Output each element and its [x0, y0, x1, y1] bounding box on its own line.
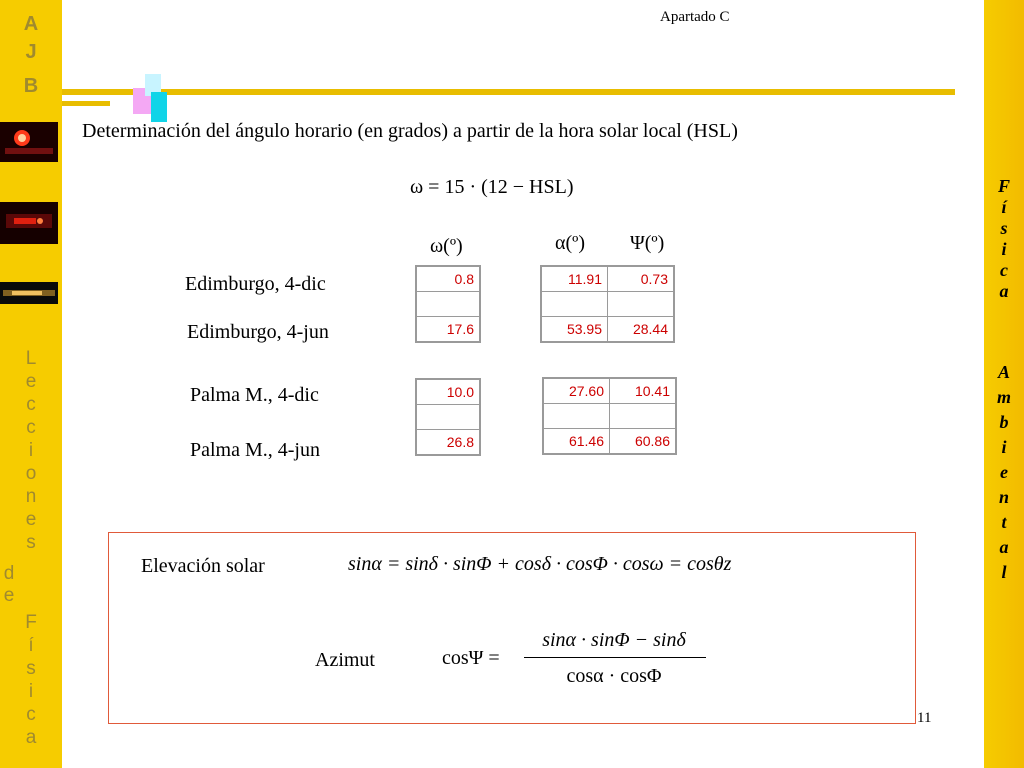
- vertical-letter: d: [3, 563, 15, 584]
- thumbnail-image: [0, 282, 58, 304]
- vertical-letter: b: [999, 412, 1009, 432]
- place-label: Palma M., 4-jun: [190, 439, 320, 461]
- vertical-letter: c: [26, 704, 36, 725]
- table-cell: 61.46: [543, 429, 610, 455]
- table-cell: 28.44: [608, 317, 675, 343]
- table-cell: 10.0: [416, 379, 480, 405]
- table-cell: [416, 292, 480, 317]
- table-cell: [610, 404, 677, 429]
- table-row: [416, 405, 480, 430]
- vertical-letter: í: [28, 635, 34, 656]
- omega-table: [415, 265, 481, 343]
- page-number: 11: [917, 710, 932, 726]
- brand-letter: J: [25, 41, 37, 63]
- section-header: Apartado C: [660, 9, 730, 25]
- thumbnail-image: [0, 122, 58, 162]
- vertical-letter: F: [997, 176, 1010, 196]
- table-row: [543, 404, 676, 429]
- vertical-letter: c: [26, 417, 36, 438]
- alpha-psi-table: [540, 265, 675, 343]
- vertical-letter: t: [1001, 512, 1007, 532]
- table-cell: [608, 292, 675, 317]
- right-sidebar: [984, 0, 1024, 768]
- vertical-letter: l: [1001, 562, 1007, 582]
- vertical-letter: s: [26, 532, 36, 553]
- azimuth-lhs: cosΨ =: [442, 647, 500, 669]
- vertical-letter: m: [996, 387, 1011, 407]
- vertical-letter: a: [999, 537, 1009, 557]
- brand-letter: B: [23, 75, 39, 97]
- vertical-letter: s: [26, 658, 36, 679]
- table-cell: 11.91: [541, 266, 608, 292]
- table-row: [543, 378, 676, 404]
- place-label: Edimburgo, 4-jun: [187, 321, 329, 343]
- vertical-letter: a: [999, 281, 1009, 301]
- table-row: [541, 266, 674, 292]
- brand-letter: A: [23, 13, 39, 35]
- place-label: Edimburgo, 4-dic: [185, 273, 326, 295]
- cyan-square: [151, 92, 167, 122]
- vertical-letter: F: [25, 612, 37, 633]
- place-label: Palma M., 4-dic: [190, 384, 319, 406]
- header-rule: [62, 89, 955, 95]
- table-row: [416, 430, 480, 456]
- vertical-letter: i: [1001, 437, 1007, 457]
- elevation-formula: sinα = sinδ · sinΦ + cosδ · cosΦ · cosω = cosθz: [348, 553, 732, 575]
- table-row: [541, 292, 674, 317]
- table-cell: 27.60: [543, 378, 610, 404]
- vertical-letter: A: [997, 362, 1010, 382]
- vertical-letter: a: [25, 727, 37, 748]
- vertical-letter: s: [1000, 218, 1008, 238]
- omega-table: [415, 378, 481, 456]
- table-cell: 10.41: [610, 378, 677, 404]
- azimuth-numerator: sinα · sinΦ − sinδ: [542, 629, 686, 651]
- vertical-letter: n: [25, 486, 37, 507]
- column-header-alpha: α(º): [555, 232, 585, 254]
- alpha-psi-table: [542, 377, 677, 455]
- azimuth-denominator: cosα · cosΦ: [566, 665, 662, 687]
- header-rule-short: [62, 101, 110, 106]
- vertical-letter: i: [1001, 239, 1007, 259]
- fraction-bar: [524, 657, 706, 658]
- omega-formula: ω = 15 · (12 − HSL): [410, 176, 574, 198]
- vertical-letter: e: [3, 585, 15, 606]
- thumbnail-image: [0, 202, 58, 244]
- table-cell: 53.95: [541, 317, 608, 343]
- vertical-letter: n: [998, 487, 1009, 507]
- table-cell: 0.73: [608, 266, 675, 292]
- table-cell: [541, 292, 608, 317]
- table-cell: [416, 405, 480, 430]
- table-cell: 17.6: [416, 317, 480, 343]
- vertical-letter: i: [28, 440, 34, 461]
- vertical-letter: L: [25, 348, 37, 369]
- table-row: [416, 292, 480, 317]
- vertical-letter: e: [25, 509, 37, 530]
- vertical-letter: c: [1000, 260, 1008, 280]
- table-row: [416, 317, 480, 343]
- vertical-letter: o: [25, 463, 37, 484]
- elevation-label: Elevación solar: [141, 555, 265, 577]
- vertical-letter: e: [1000, 462, 1008, 482]
- vertical-letter: e: [25, 371, 37, 392]
- table-row: [541, 317, 674, 343]
- vertical-letter: í: [1001, 197, 1007, 217]
- vertical-letter: c: [26, 394, 36, 415]
- column-header-omega: ω(º): [430, 235, 463, 257]
- column-header-psi: Ψ(º): [630, 232, 665, 254]
- table-cell: 0.8: [416, 266, 480, 292]
- page-subtitle: Determinación del ángulo horario (en grados) a partir de la hora solar local (HSL): [82, 120, 738, 142]
- table-cell: 26.8: [416, 430, 480, 456]
- table-row: [416, 379, 480, 405]
- table-row: [543, 429, 676, 455]
- table-cell: 60.86: [610, 429, 677, 455]
- table-cell: [543, 404, 610, 429]
- vertical-letter: i: [28, 681, 34, 702]
- table-row: [416, 266, 480, 292]
- azimuth-label: Azimut: [315, 649, 375, 671]
